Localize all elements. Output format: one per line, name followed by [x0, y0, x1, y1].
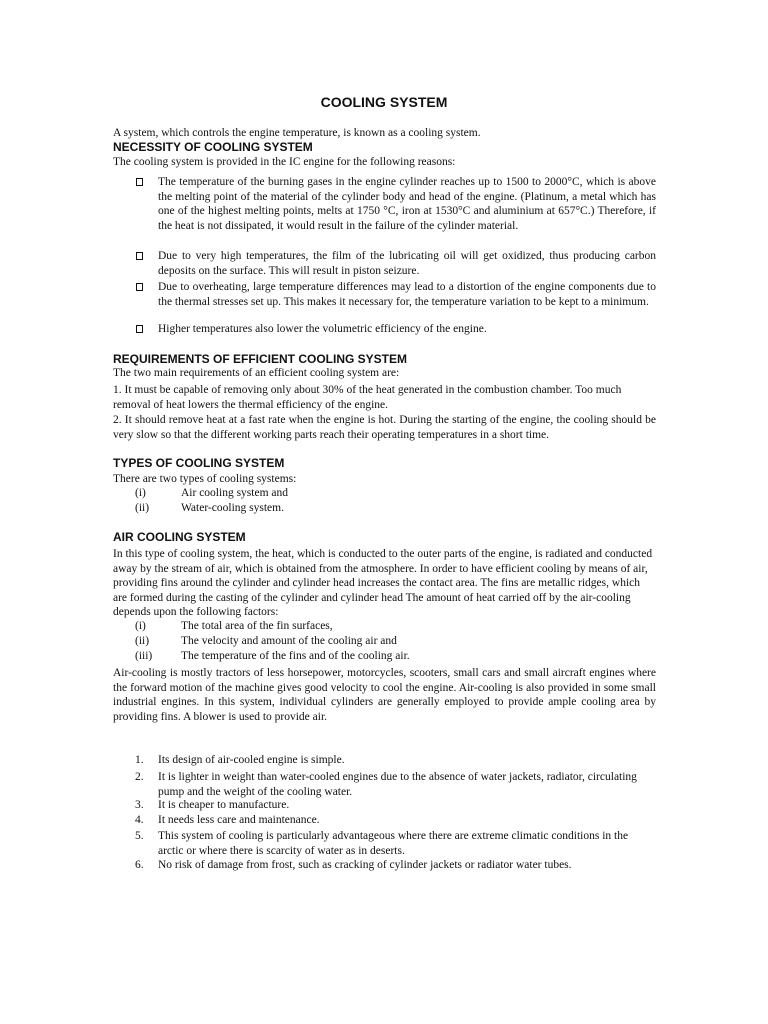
types-heading: TYPES OF COOLING SYSTEM — [113, 456, 285, 470]
checkbox-bullet-icon — [136, 325, 143, 333]
checkbox-bullet-icon — [136, 252, 143, 260]
checkbox-bullet-icon — [136, 283, 143, 291]
requirements-heading: REQUIREMENTS OF EFFICIENT COOLING SYSTEM — [113, 352, 408, 366]
document-page: COOLING SYSTEM A system, which controls the engine temperature, is known as a cooling system. NECESSITY OF COOLING SYSTEM The cooling system is provided in the IC engine for the following reasons: The temperature of the burning gases in the engine cylinder reaches up to 1500 to 2000°C, which is above the melting point of the material of the cylinder body and head of the engine. (Platinum, a metal which has one of the highest melting points, melts at 1750 °C, iron at 1530°C and aluminium at 657°C.) Therefore, if the heat is not dissipated, it would result in the failure of the cylinder material. Due to very high temperatures, the film of the lubricating oil will get oxidized, thus producing carbon deposits on the surface. This will result in piston seizure. Due to overheating, large temperature differences may lead to a distortion of the engine components due to the thermal stresses set up. This makes it necessary for, the temperature variation to be kept to a minimum. Higher temperatures also lower the volumetric efficiency of the engine. REQUIREMENTS OF EFFICIENT COOLING SYSTEM The two main requirements of an efficient cooling system are: 1. It must be capable of removing only about 30% of the heat generated in the combustion chamber. Too much removal of heat lowers the thermal efficiency of the engine. 2. It should remove heat at a fast rate when the engine is hot. During the starting of the engine, the cooling should be very slow so that the different working parts reach their operating temperatures in a short time. TYPES OF COOLING SYSTEM There are two types of cooling systems: (i) Air cooling system and (ii) Water-cooling system. AIR COOLING SYSTEM In this type of cooling system, the heat, which is conducted to the outer parts of the engine, is radiated and conducted away by the stream of air, which is obtained from the atmosphere. In order to have efficient cooling by means of air, providing fins around the cylinder and cylinder head increases the contact area. The fins are metallic ridges, which are formed during the casting of the cylinder and cylinder head The amount of heat carried off by the air-cooling depends upon the following factors: (i) The total area of the fin surfaces, (ii) The velocity and amount of the cooling air and (iii) The temperature of the fins and of the cooling air. Air-cooling is mostly tractors of less horsepower, motorcycles, scooters, small cars and small aircraft engines where the forward motion of the machine gives good velocity to cool the engine. Air-cooling is also provided in some small industrial engines. In this system, individual cylinders are generally employed to provide ample cooling area by providing fins. A blower is used to provide air. 1. Its design of air-cooled engine is simple. 2. It is lighter in weight than water-cooled engines due to the absence of water jackets, radiator, circulating pump and the weight of the cooling water. 3. It is cheaper to manufacture. 4. It needs less care and maintenance. 5. This system of cooling is particularly advantageous where there are extreme climatic conditions in the arctic or where there is scarcity of water as in deserts. 6. No risk of damage from frost, such as cracking of cylinder jackets or radiator water tubes. — [0, 0, 768, 1024]
intro-text: A system, which controls the engine temperature, is known as a cooling system. — [113, 127, 481, 139]
page-title: COOLING SYSTEM — [320, 94, 448, 110]
requirement-item: 2. It should remove heat at a fast rate when the engine is hot. During the starting of the engine, the cooling should be very slow so that the different working parts reach their operating temperatures in a short time. — [113, 414, 656, 441]
air-cooling-usage-paragraph: Air-cooling is mostly tractors of less horsepower, motorcycles, scooters, small cars and small aircraft engines where the forward motion of the machine gives good velocity to cool the engine. Air-cooling is also provided in some small industrial engines. In this system, individual cylinders are generally employed to provide ample cooling area by providing fins. A blower is used to provide air. — [113, 667, 656, 723]
air-cooling-heading: AIR COOLING SYSTEM — [113, 530, 246, 544]
requirement-item: 1. It must be capable of removing only about 30% of the heat generated in the combustion chamber. Too much removal of heat lowers the thermal efficiency of the engine. — [113, 384, 622, 411]
types-lead: There are two types of cooling systems: — [113, 473, 297, 485]
requirements-lead: The two main requirements of an efficient cooling system are: — [113, 367, 400, 379]
necessity-heading: NECESSITY OF COOLING SYSTEM — [113, 140, 313, 154]
necessity-lead: The cooling system is provided in the IC engine for the following reasons: — [113, 156, 456, 168]
checkbox-bullet-icon — [136, 178, 143, 186]
air-cooling-paragraph: In this type of cooling system, the heat, which is conducted to the outer parts of the engine, is radiated and conducted away by the stream of air, which is obtained from the atmosphere. In order to have efficient cooling by means of air, providing fins around the cylinder and cylinder head increases the contact area. The fins are metallic ridges, which are formed during the casting of the cylinder and cylinder head The amount of heat carried off by the air-cooling depends upon the following factors: — [113, 548, 653, 618]
